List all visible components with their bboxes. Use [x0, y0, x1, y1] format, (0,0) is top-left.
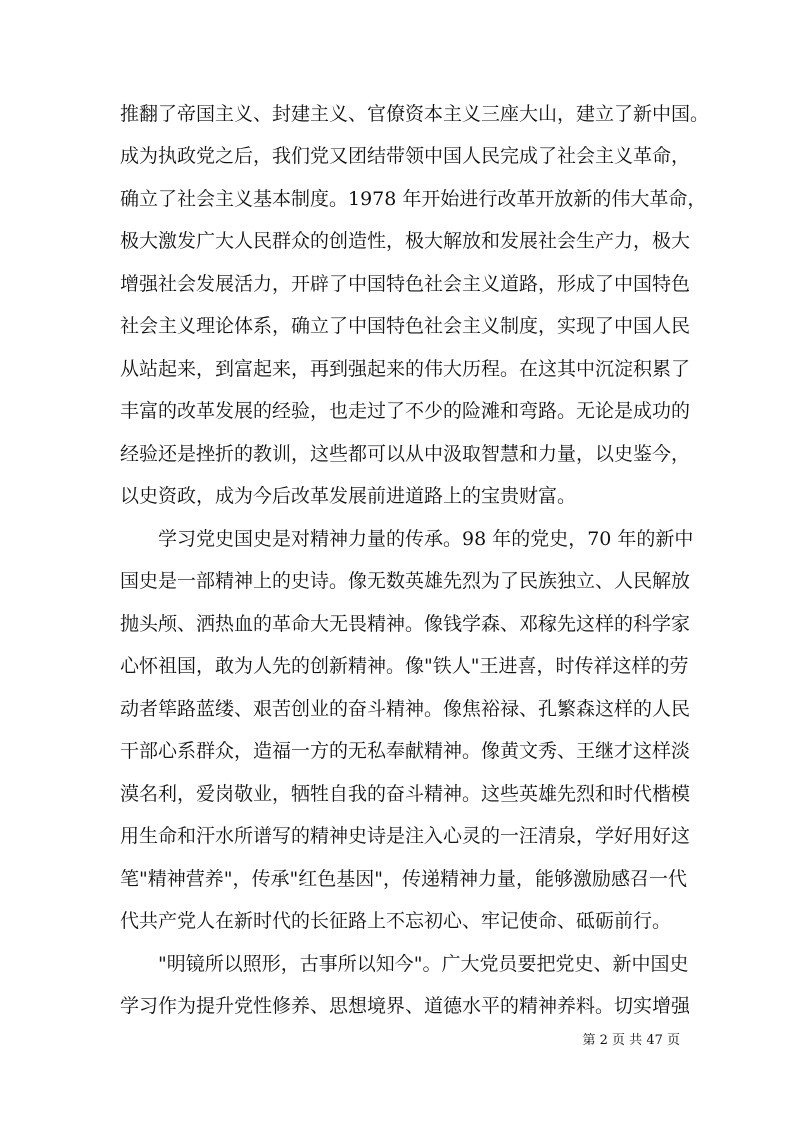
text-line: 用生命和汗水所谱写的精神史诗是注入心灵的一汪清泉，学好用好这: [120, 825, 691, 847]
text-line: 社会主义理论体系，确立了中国特色社会主义制度，实现了中国人民: [120, 315, 691, 337]
text-line: 从站起来，到富起来，再到强起来的伟大历程。在这其中沉淀积累了: [120, 358, 691, 380]
text-line: 笔"精神营养"，传承"红色基因"，传递精神力量，能够激励感召一代: [120, 868, 687, 890]
paragraph-first-line: "明镜所以照形，古事所以知今"。广大党员要把党史、新中国史: [158, 953, 689, 975]
text-line: 漠名利，爱岗敬业，牺牲自我的奋斗精神。这些英雄先烈和时代楷模: [120, 783, 691, 805]
page-number: 第 2 页 共 47 页: [582, 1033, 680, 1048]
text-line: 极大激发广大人民群众的创造性，极大解放和发展社会生产力，极大: [120, 230, 691, 252]
text-line: 增强社会发展活力，开辟了中国特色社会主义道路，形成了中国特色: [120, 273, 691, 295]
text-line: 学习作为提升党性修养、思想境界、道德水平的精神养料。切实增强: [120, 995, 691, 1017]
text-line: 成为执政党之后，我们党又团结带领中国人民完成了社会主义革命，: [120, 145, 691, 167]
text-line: 以史资政，成为今后改革发展前进道路上的宝贵财富。: [120, 485, 577, 507]
text-line: 干部心系群众，造福一方的无私奉献精神。像黄文秀、王继才这样淡: [120, 740, 691, 762]
text-line: 动者筚路蓝缕、艰苦创业的奋斗精神。像焦裕禄、孔繁森这样的人民: [120, 698, 691, 720]
text-line: 确立了社会主义基本制度。1978 年开始进行改革开放新的伟大革命，: [120, 188, 707, 210]
paragraph-first-line: 学习党史国史是对精神力量的传承。98 年的党史，70 年的新中: [158, 528, 694, 550]
text-line: 经验还是挫折的教训，这些都可以从中汲取智慧和力量，以史鉴今，: [120, 443, 691, 465]
text-line: 心怀祖国，敢为人先的创新精神。像"铁人"王进喜，时传祥这样的劳: [120, 655, 689, 677]
text-line: 丰富的改革发展的经验，也走过了不少的险滩和弯路。无论是成功的: [120, 400, 691, 422]
text-line: 推翻了帝国主义、封建主义、官僚资本主义三座大山，建立了新中国。: [120, 103, 710, 125]
text-line: 抛头颅、洒热血的革命大无畏精神。像钱学森、邓稼先这样的科学家: [120, 613, 691, 635]
text-line: 国史是一部精神上的史诗。像无数英雄先烈为了民族独立、人民解放: [120, 570, 691, 592]
text-line: 代共产党人在新时代的长征路上不忘初心、牢记使命、砥砺前行。: [120, 910, 672, 932]
